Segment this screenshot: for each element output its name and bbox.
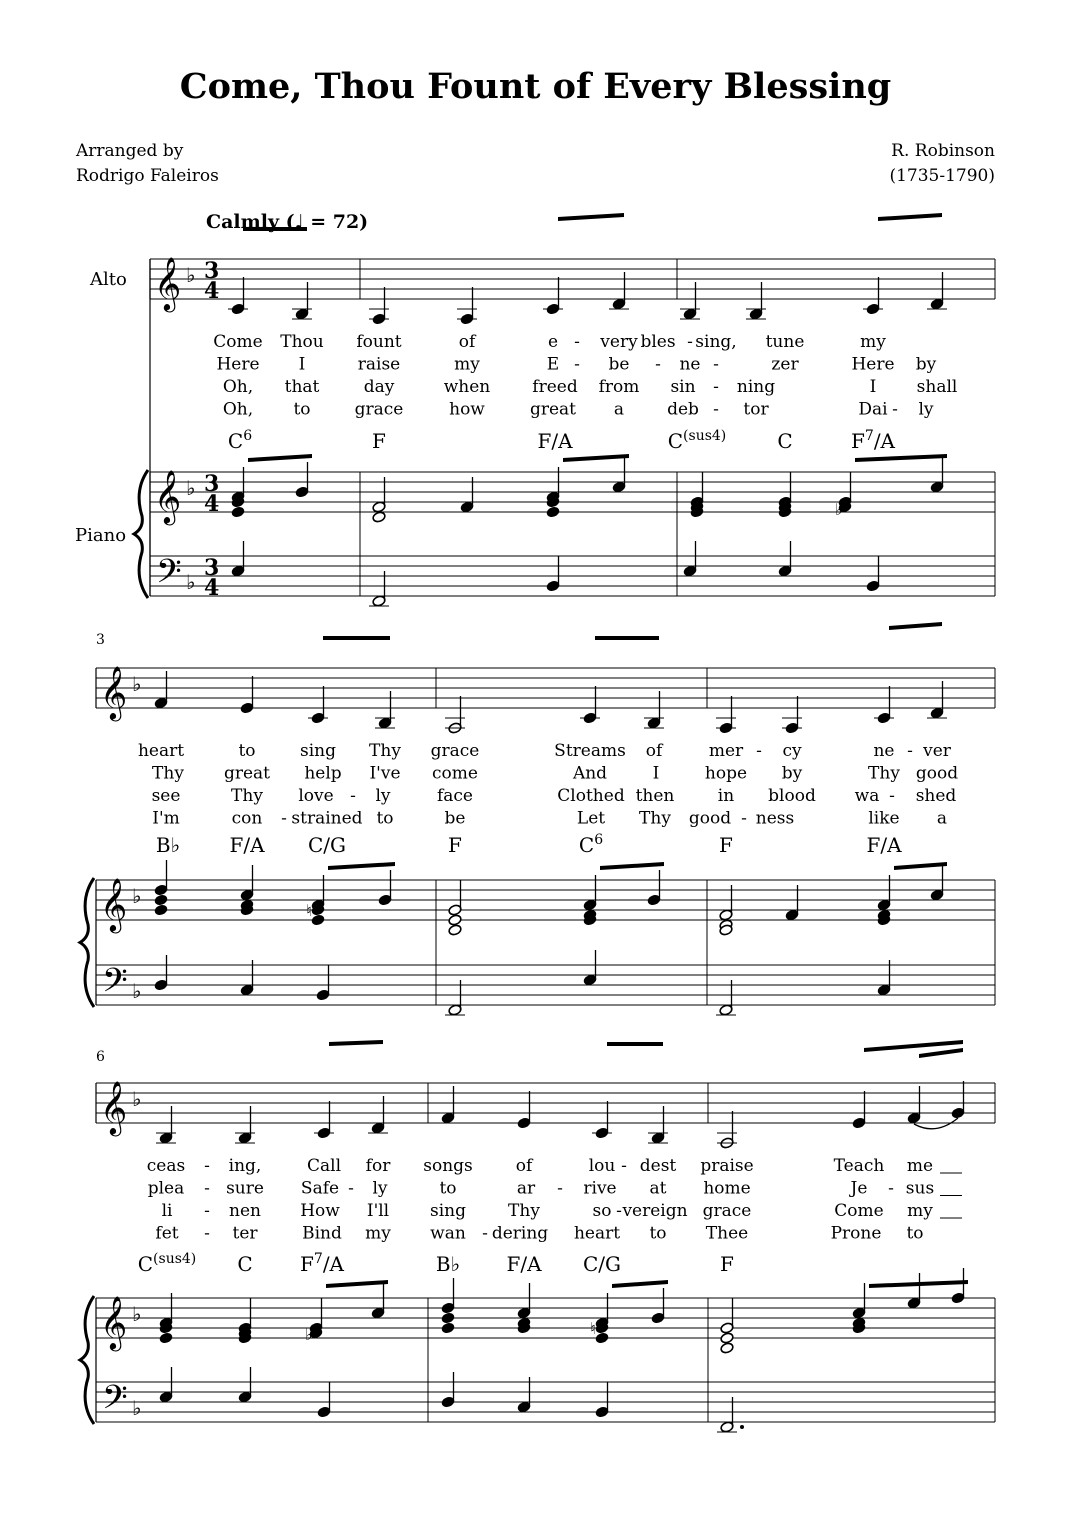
- lyric-syllable: then: [635, 786, 675, 806]
- arranged-by-label: Arranged by: [76, 141, 184, 161]
- note-beam: [595, 636, 659, 640]
- piano-notehead: [546, 506, 560, 518]
- lyric-syllable: -: [348, 1178, 354, 1199]
- bass-clef-icon: 𝄢: [102, 962, 128, 1008]
- treble-clef-icon: 𝄞: [100, 1295, 128, 1349]
- lyric-syllable: in: [717, 786, 735, 806]
- lyric-syllable: ly: [372, 1178, 388, 1199]
- lyric-syllable: tor: [743, 399, 769, 420]
- song-title: Come, Thou Fount of Every Blessing: [179, 66, 892, 107]
- lyric-syllable: -: [204, 1178, 210, 1199]
- chord-symbol: F/A: [229, 833, 265, 857]
- lyric-syllable: Clothed: [557, 786, 625, 806]
- lyric-syllable: good: [915, 763, 959, 784]
- lyric-syllable: Here: [216, 354, 260, 375]
- piano-treble-staff: [150, 472, 995, 512]
- lyric-syllable: -: [756, 741, 762, 761]
- lyric-syllable: zer: [771, 354, 799, 375]
- piano-notehead: [720, 1342, 734, 1354]
- lyric-syllable: lou: [588, 1156, 616, 1176]
- lyric-syllable: -: [574, 332, 580, 352]
- piano-notehead: [154, 904, 168, 916]
- composer-dates: (1735-1790): [889, 166, 995, 186]
- lyric-syllable: vereign: [622, 1201, 688, 1221]
- lyric-syllable: nen: [229, 1201, 261, 1221]
- lyric-syllable: deb: [667, 399, 699, 420]
- lyric-syllable: -: [204, 1156, 210, 1176]
- lyric-syllable: -: [655, 354, 661, 375]
- time-signature-top: 3: [204, 555, 220, 581]
- lyric-syllable: at: [649, 1178, 667, 1199]
- lyric-syllable: Thy: [868, 763, 900, 784]
- lyric-syllable: wa: [854, 786, 880, 806]
- piano-notehead: [448, 924, 462, 936]
- lyric-syllable: I: [298, 354, 306, 375]
- lyric-syllable: to: [439, 1178, 457, 1199]
- lyric-syllable: -: [281, 808, 287, 829]
- piano-notehead: [441, 1322, 455, 1334]
- lyric-syllable: ter: [232, 1223, 258, 1244]
- measure-number: 3: [96, 632, 105, 648]
- piano-brace: [80, 1296, 94, 1424]
- lyric-syllable: ne: [679, 354, 701, 375]
- lyric-syllable: ing,: [228, 1156, 262, 1176]
- lyric-syllable: rive: [583, 1178, 617, 1199]
- flat-key-signature-icon: ♭: [186, 476, 196, 500]
- lyric-syllable: blood: [768, 786, 816, 806]
- chord-symbol: $F^7/A$: [300, 1251, 344, 1276]
- lyric-syllable: E: [546, 354, 560, 375]
- chord-symbol: F/A: [506, 1252, 542, 1276]
- lyric-syllable: li: [161, 1201, 173, 1221]
- lyric-syllable: love: [298, 786, 334, 806]
- alto-staff: [150, 259, 995, 299]
- lyric-syllable: Come: [213, 332, 263, 352]
- lyric-syllable: Safe: [300, 1178, 340, 1199]
- lyric-syllable: so: [592, 1201, 612, 1221]
- lyric-syllable: hope: [704, 763, 748, 784]
- chord-symbol: F/A: [537, 429, 573, 453]
- piano-notehead: [159, 1332, 173, 1344]
- time-signature-top: 3: [204, 471, 220, 497]
- lyric-syllable: fount: [356, 332, 402, 352]
- lyric-syllable: -: [713, 354, 719, 375]
- lyric-syllable: my: [454, 354, 480, 375]
- lyric-syllable: see: [151, 786, 181, 806]
- lyric-syllable: ne: [873, 741, 895, 761]
- lyric-syllable: -: [713, 377, 719, 397]
- lyric-syllable: raise: [357, 354, 401, 375]
- lyric-syllable: Call: [306, 1156, 342, 1176]
- flat-key-signature-icon: ♭: [132, 884, 142, 908]
- lyric-syllable: by: [915, 354, 937, 375]
- note-beam: [558, 213, 624, 221]
- alto-staff: [96, 1083, 995, 1123]
- lyric-syllable: -: [350, 786, 356, 806]
- lyric-syllable: I've: [369, 763, 401, 784]
- time-signature-bottom: 4: [204, 575, 220, 601]
- alto-staff: [96, 668, 995, 708]
- flat-key-signature-icon: ♭: [132, 1087, 142, 1111]
- lyric-syllable: freed: [532, 377, 578, 397]
- note-beam: [248, 454, 312, 462]
- lyric-syllable: songs: [423, 1156, 473, 1176]
- lyric-syllable: to: [649, 1223, 667, 1244]
- time-signature-bottom: 4: [204, 491, 220, 517]
- chord-symbol: B♭: [155, 833, 181, 857]
- lyric-syllable: bles: [640, 332, 676, 352]
- note-beam: [329, 1040, 383, 1046]
- lyric-syllable: Oh,: [222, 399, 254, 420]
- lyric-syllable: Thy: [152, 763, 184, 784]
- lyric-syllable: be: [608, 354, 630, 375]
- dotted-note-dot: [740, 1425, 744, 1429]
- lyric-syllable: sing,: [695, 332, 737, 352]
- lyric-syllable: ning: [736, 377, 776, 397]
- lyric-syllable: grace: [354, 399, 404, 420]
- lyric-syllable: of: [515, 1156, 533, 1176]
- lyric-syllable: to: [906, 1223, 924, 1244]
- lyric-syllable: -: [557, 1178, 563, 1199]
- lyric-syllable: my: [860, 332, 886, 352]
- lyric-syllable: like: [868, 808, 900, 829]
- piano-brace: [134, 470, 148, 598]
- lyric-syllable: my: [907, 1201, 933, 1221]
- composer-name: R. Robinson: [891, 141, 995, 161]
- note-beam: [919, 1048, 963, 1058]
- lyric-syllable: ar: [516, 1178, 536, 1199]
- chord-symbol: F: [719, 833, 733, 857]
- lyric-syllable: Streams: [554, 741, 626, 761]
- lyric-syllable: -: [621, 1156, 627, 1176]
- lyric-syllable: sin: [670, 377, 696, 397]
- arranger-credit: [76, 139, 219, 189]
- lyric-syllable: dering: [491, 1223, 549, 1244]
- note-beam: [563, 454, 629, 462]
- lyric-syllable: Teach: [833, 1156, 885, 1176]
- lyric-syllable: ver: [923, 741, 951, 761]
- flat-key-signature-icon: ♭: [132, 1396, 142, 1420]
- lyric-syllable: me: [906, 1156, 934, 1176]
- note-beam: [607, 1042, 663, 1046]
- lyric-syllable: how: [449, 399, 485, 420]
- lyric-syllable: strained: [291, 808, 363, 829]
- arranger-name: Rodrigo Faleiros: [76, 166, 219, 186]
- chord-symbol: C/G: [307, 833, 347, 857]
- chord-symbol: F: [720, 1252, 734, 1276]
- chord-symbol: F/A: [866, 833, 902, 857]
- treble-clef-icon: 𝄞: [100, 877, 128, 931]
- lyric-syllable: face: [436, 786, 474, 806]
- chord-symbol: $C^{(sus4)}$: [667, 428, 727, 453]
- lyric-syllable: wan: [430, 1223, 466, 1244]
- piano-brace: [80, 878, 94, 1007]
- note-beam: [328, 862, 395, 870]
- chord-symbol: C: [777, 429, 793, 453]
- lyric-syllable: mer: [708, 741, 744, 761]
- lyric-syllable: grace: [702, 1201, 752, 1221]
- chord-symbol: F: [448, 833, 462, 857]
- lyric-syllable: -: [892, 399, 898, 420]
- chord-symbol: $C^{(sus4)}$: [137, 1251, 197, 1276]
- lyric-syllable: to: [376, 808, 394, 829]
- lyric-syllable: I: [652, 763, 660, 784]
- piano-notehead: [231, 506, 245, 518]
- lyric-syllable: Thy: [231, 786, 263, 806]
- note-beam: [855, 454, 947, 462]
- lyric-syllable: by: [781, 763, 803, 784]
- lyric-syllable: very: [600, 332, 638, 352]
- treble-clef-icon: 𝄞: [100, 1080, 128, 1134]
- piano-treble-staff: [96, 880, 995, 920]
- lyric-syllable: when: [443, 377, 491, 397]
- piano-bass-staff: [96, 1382, 995, 1422]
- note-beam: [869, 1280, 968, 1288]
- lyric-syllable: sus: [905, 1178, 935, 1199]
- lyric-syllable: praise: [700, 1156, 754, 1176]
- lyric-syllable: I'll: [366, 1201, 390, 1221]
- chord-symbol: F: [372, 429, 386, 453]
- lyric-syllable: e: [547, 332, 559, 352]
- lyric-syllable: I: [869, 377, 877, 397]
- lyric-syllable: tune: [765, 332, 805, 352]
- tempo-value: = 72): [303, 211, 369, 233]
- lyric-syllable: con: [231, 808, 263, 829]
- lyric-syllable: Come: [834, 1201, 884, 1221]
- chord-symbol: C: [237, 1252, 253, 1276]
- lyric-syllable: of: [645, 741, 663, 761]
- flat-accidental-icon: ♭: [835, 500, 843, 519]
- piano-notehead: [720, 1332, 734, 1344]
- lyric-syllable: -: [204, 1223, 210, 1244]
- lyric-syllable: Je: [850, 1178, 868, 1199]
- tempo-marking: [206, 211, 368, 233]
- lyric-syllable: great: [529, 399, 577, 420]
- lyric-syllable: -: [687, 332, 693, 352]
- lyric-syllable: Oh,: [222, 377, 254, 397]
- lyric-syllable: heart: [137, 741, 185, 761]
- lyric-syllable: home: [703, 1178, 751, 1199]
- lyric-syllable: Thy: [508, 1201, 540, 1221]
- composer-credit: [889, 139, 995, 189]
- flat-key-signature-icon: ♭: [186, 263, 196, 287]
- piano-notehead: [595, 1332, 609, 1344]
- lyric-syllable: day: [363, 377, 395, 397]
- note-beam: [323, 636, 390, 640]
- lyric-syllable: Here: [851, 354, 895, 375]
- natural-accidental-icon: ♮: [590, 1319, 596, 1338]
- lyric-syllable: Bind: [302, 1223, 342, 1244]
- flat-key-signature-icon: ♭: [132, 1302, 142, 1326]
- chord-symbol: C/G: [582, 1252, 622, 1276]
- tempo-text: Calmly (: [206, 211, 295, 233]
- lyric-syllable: cy: [782, 741, 802, 761]
- lyric-syllable: dest: [639, 1156, 677, 1176]
- chord-symbol: $F^7/A$: [851, 428, 895, 453]
- note-beam: [894, 862, 947, 870]
- treble-clef-icon: 𝄞: [154, 256, 182, 310]
- lyric-syllable: a: [613, 399, 625, 420]
- time-signature-bottom: 4: [204, 278, 220, 304]
- piano-notehead: [448, 914, 462, 926]
- lyric-syllable: Thy: [369, 741, 401, 761]
- lyric-syllable: -: [713, 399, 719, 420]
- lyric-syllable: come: [432, 763, 478, 784]
- time-signature-top: 3: [204, 258, 220, 284]
- note-beam: [326, 1280, 388, 1288]
- lyric-syllable: to: [293, 399, 311, 420]
- piano-bass-staff: [150, 556, 995, 596]
- lyric-syllable: -: [574, 354, 580, 375]
- lyric-syllable: plea: [147, 1178, 185, 1199]
- lyric-syllable: shed: [915, 786, 957, 806]
- quarter-note-icon: ♩: [294, 211, 304, 233]
- lyric-syllable: ness: [755, 808, 795, 829]
- note-beam: [612, 1280, 668, 1288]
- lyric-syllable: help: [304, 763, 342, 784]
- note-beam: [600, 862, 664, 870]
- chord-symbol: $C^6$: [227, 428, 253, 453]
- lyric-syllable: for: [365, 1156, 391, 1176]
- lyric-syllable: be: [444, 808, 466, 829]
- measure-number: 6: [96, 1049, 105, 1065]
- chord-symbol: $C^6$: [578, 832, 604, 857]
- lyric-syllable: I'm: [152, 808, 180, 829]
- lyric-syllable: How: [300, 1201, 340, 1221]
- bass-clef-icon: 𝄢: [102, 1379, 128, 1425]
- piano-bass-staff: [96, 965, 995, 1005]
- lyric-syllable: -: [482, 1223, 488, 1244]
- lyric-syllable: ly: [375, 786, 391, 806]
- lyric-syllable: shall: [916, 377, 958, 397]
- lyric-syllable: sing: [430, 1201, 466, 1221]
- note-beam: [889, 622, 942, 630]
- piano-notehead: [311, 914, 325, 926]
- lyric-syllable: a: [936, 808, 948, 829]
- lyric-syllable: great: [223, 763, 271, 784]
- lyric-syllable: Let: [576, 808, 606, 829]
- lyric-syllable: sure: [226, 1178, 264, 1199]
- lyric-syllable: Thou: [280, 332, 324, 352]
- treble-clef-icon: 𝄞: [154, 469, 182, 523]
- lyric-syllable: -: [741, 808, 747, 829]
- bass-clef-icon: 𝄢: [156, 553, 182, 599]
- lyric-syllable: good: [688, 808, 732, 829]
- flat-key-signature-icon: ♭: [132, 979, 142, 1003]
- lyric-syllable: to: [238, 741, 256, 761]
- lyric-syllable: from: [598, 377, 640, 397]
- lyric-syllable: that: [284, 377, 320, 397]
- lyric-syllable: heart: [573, 1223, 621, 1244]
- note-beam: [878, 213, 942, 221]
- lyric-syllable: -: [907, 741, 913, 761]
- treble-clef-icon: 𝄞: [100, 665, 128, 719]
- alto-instrument-label: Alto: [90, 269, 127, 290]
- natural-accidental-icon: ♮: [306, 901, 312, 920]
- piano-instrument-label: Piano: [75, 525, 127, 546]
- flat-key-signature-icon: ♭: [132, 672, 142, 696]
- lyric-syllable: -: [616, 1201, 622, 1221]
- lyric-syllable: fet: [155, 1223, 179, 1244]
- piano-notehead: [441, 1312, 455, 1324]
- lyric-syllable: Dai: [858, 399, 888, 420]
- lyric-syllable: my: [365, 1223, 391, 1244]
- lyric-syllable: Thy: [639, 808, 671, 829]
- lyric-syllable: ceas: [146, 1156, 186, 1176]
- lyric-syllable: Thee: [705, 1223, 749, 1244]
- piano-notehead: [154, 894, 168, 906]
- flat-key-signature-icon: ♭: [186, 570, 196, 594]
- piano-notehead: [372, 511, 386, 523]
- lyric-syllable: grace: [430, 741, 480, 761]
- lyric-syllable: -: [204, 1201, 210, 1221]
- lyric-syllable: sing: [300, 741, 336, 761]
- lyric-syllable: of: [458, 332, 476, 352]
- chord-symbol: B♭: [435, 1252, 461, 1276]
- lyric-syllable: -: [889, 786, 895, 806]
- lyric-syllable: -: [888, 1178, 894, 1199]
- lyric-syllable: Prone: [830, 1223, 882, 1244]
- flat-accidental-icon: ♭: [305, 1325, 313, 1344]
- lyric-syllable: And: [572, 763, 608, 784]
- lyric-syllable: ly: [918, 399, 934, 420]
